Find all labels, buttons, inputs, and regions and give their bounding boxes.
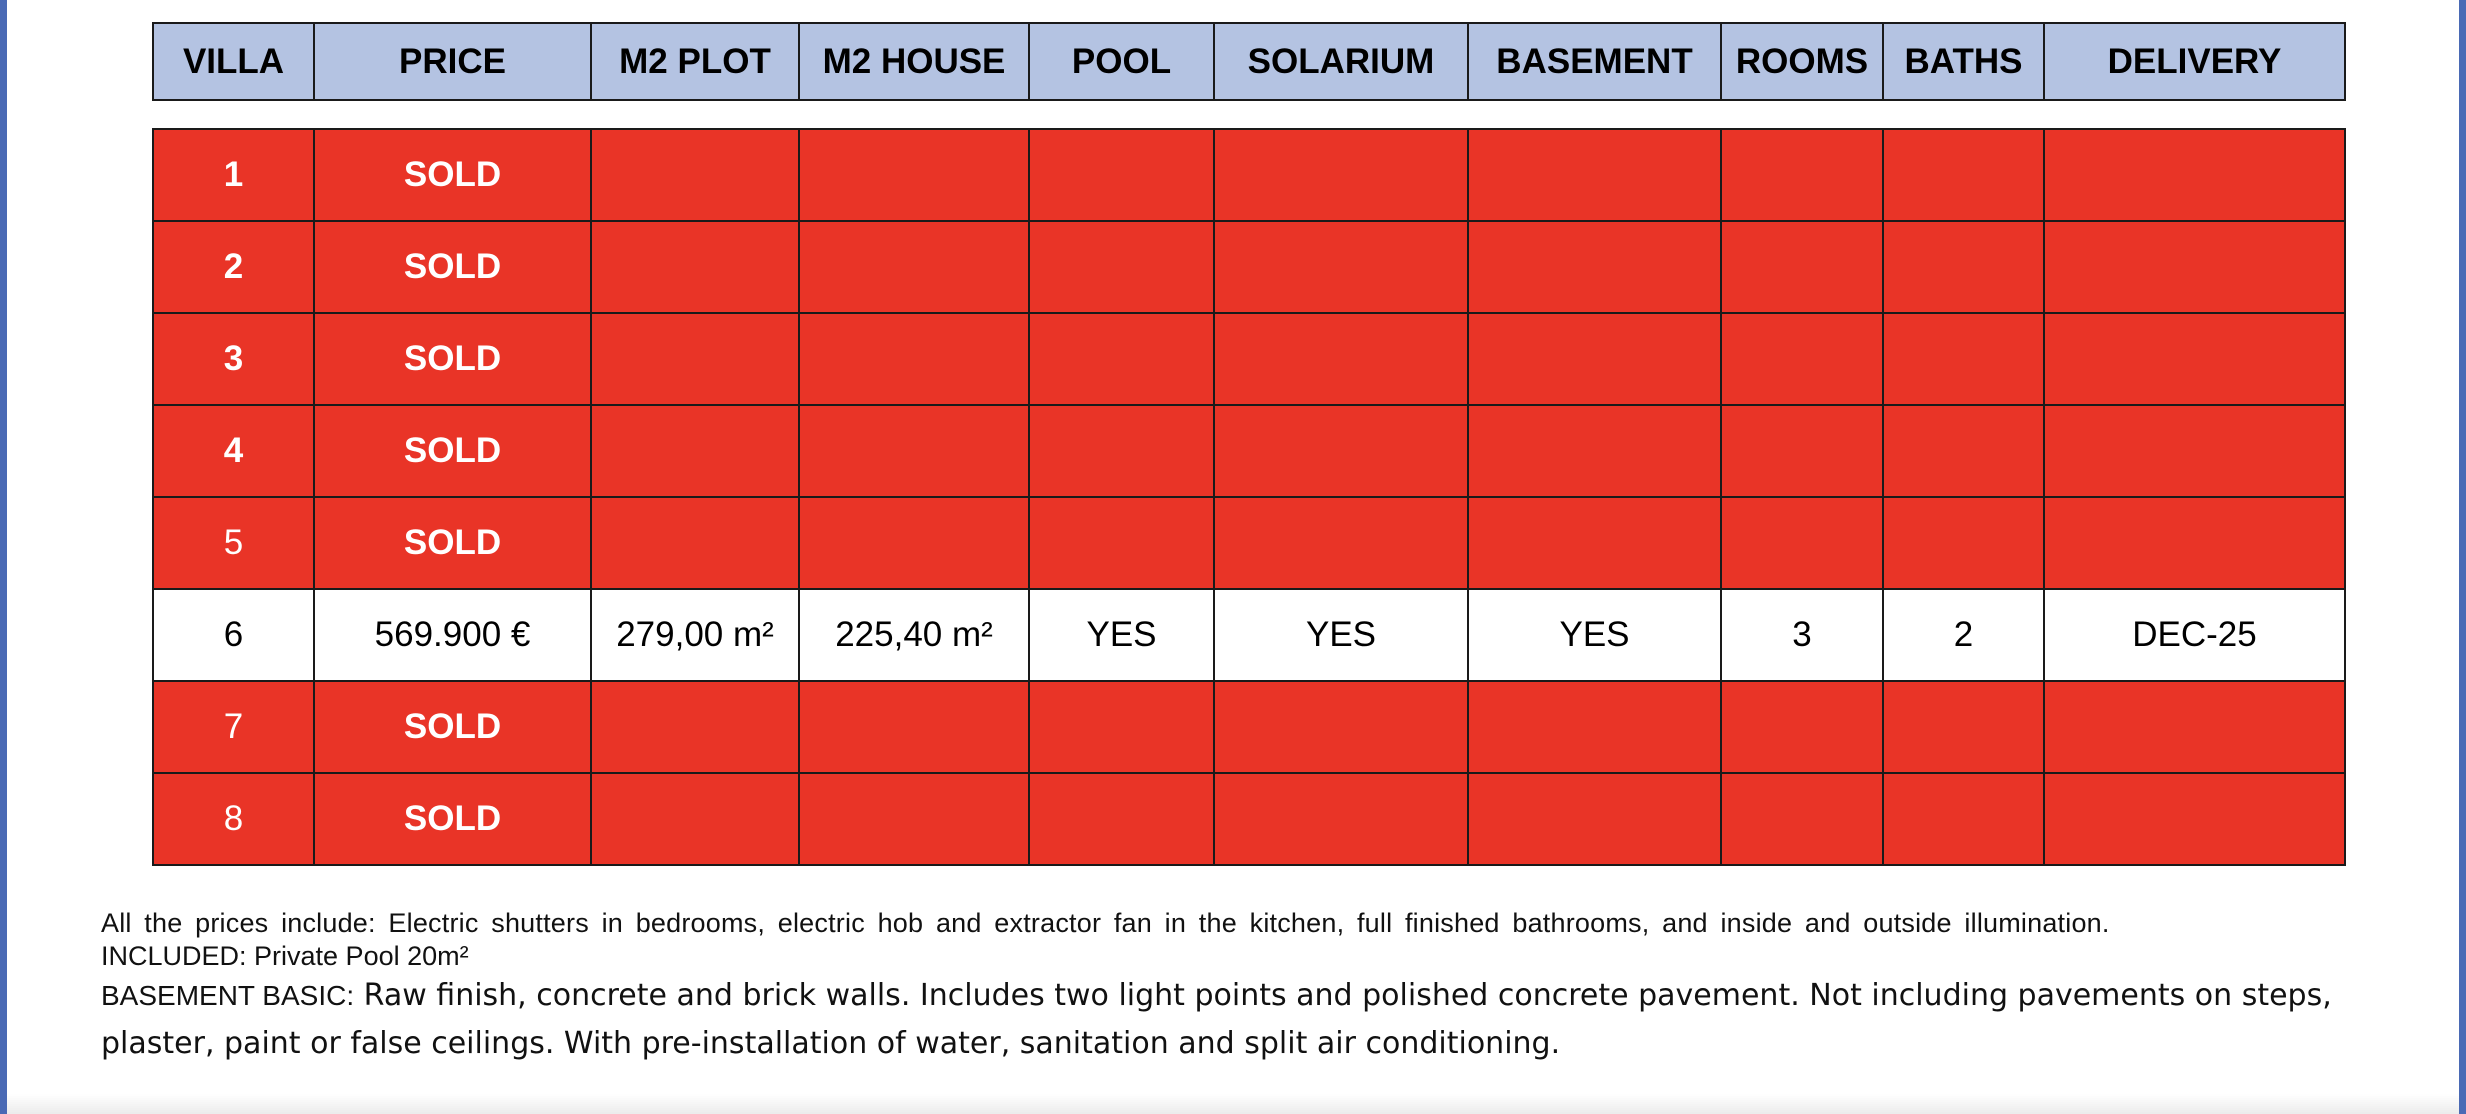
column-header: M2 PLOT <box>591 23 799 100</box>
included-note: INCLUDED: Private Pool 20m² <box>101 941 469 971</box>
table-cell <box>591 221 799 313</box>
table-row <box>153 681 2345 773</box>
table-cell <box>1883 221 2044 313</box>
table-row <box>153 405 2345 497</box>
table-cell <box>1721 221 1883 313</box>
table-body <box>153 100 2345 865</box>
sold-label: SOLD <box>314 221 591 313</box>
villa-number-cell: 2 <box>153 221 314 313</box>
sold-label: SOLD <box>314 773 591 865</box>
villa-number-cell: 5 <box>153 497 314 589</box>
table-cell: 2 <box>1883 589 2044 681</box>
table-row <box>153 221 2345 313</box>
table-cell <box>1883 681 2044 773</box>
table-cell <box>1029 221 1214 313</box>
table-cell <box>799 405 1029 497</box>
table-cell <box>1721 129 1883 221</box>
table-cell <box>591 681 799 773</box>
footnotes <box>101 906 2401 1068</box>
table-cell <box>799 313 1029 405</box>
table-cell: YES <box>1029 589 1214 681</box>
table-cell <box>1883 773 2044 865</box>
table-cell <box>1214 497 1468 589</box>
column-header: SOLARIUM <box>1214 23 1468 100</box>
table-cell <box>799 681 1029 773</box>
sold-label: SOLD <box>314 313 591 405</box>
villa-number-cell: 7 <box>153 681 314 773</box>
table-cell <box>1214 405 1468 497</box>
table-cell <box>1029 497 1214 589</box>
table-row <box>153 589 2345 681</box>
table-cell <box>2044 497 2345 589</box>
table-cell <box>1721 313 1883 405</box>
table-cell <box>591 129 799 221</box>
table-cell <box>1883 129 2044 221</box>
column-header: VILLA <box>153 23 314 100</box>
table-cell <box>1721 773 1883 865</box>
villa-pricing-table <box>152 22 2346 866</box>
column-header: POOL <box>1029 23 1214 100</box>
table-cell <box>2044 221 2345 313</box>
table-cell <box>799 773 1029 865</box>
price-cell: 569.900 € <box>314 589 591 681</box>
column-header: BATHS <box>1883 23 2044 100</box>
table-cell <box>1468 681 1721 773</box>
table-cell: DEC-25 <box>2044 589 2345 681</box>
column-header: BASEMENT <box>1468 23 1721 100</box>
table-row <box>153 129 2345 221</box>
table-cell <box>1468 405 1721 497</box>
table-cell <box>591 773 799 865</box>
table-cell <box>2044 129 2345 221</box>
page-bottom-shade <box>7 1094 2459 1114</box>
table-cell <box>1029 405 1214 497</box>
table-spacer <box>153 100 2345 129</box>
table-cell <box>591 405 799 497</box>
basement-note <box>101 972 2401 1020</box>
table-cell: 3 <box>1721 589 1883 681</box>
table-cell <box>799 497 1029 589</box>
table-cell <box>1214 129 1468 221</box>
table-row <box>153 773 2345 865</box>
table-cell: YES <box>1468 589 1721 681</box>
prices-include-note: All the prices include: Electric shutters in bedrooms, electric hob and extractor fan in the kitchen, full finished bathrooms, and inside and outside illumination. <box>101 908 2110 938</box>
table-row <box>153 313 2345 405</box>
basement-note-lead: BASEMENT BASIC: <box>101 980 355 1011</box>
table-cell <box>1883 405 2044 497</box>
table-cell <box>1214 313 1468 405</box>
table-cell <box>2044 405 2345 497</box>
table-cell <box>1214 681 1468 773</box>
column-header: ROOMS <box>1721 23 1883 100</box>
table-cell <box>1721 681 1883 773</box>
table-cell: 279,00 m² <box>591 589 799 681</box>
table-cell <box>1029 681 1214 773</box>
column-header: PRICE <box>314 23 591 100</box>
table-cell <box>591 313 799 405</box>
table-cell <box>1468 497 1721 589</box>
column-header: M2 HOUSE <box>799 23 1029 100</box>
table-cell <box>2044 681 2345 773</box>
villa-number-cell: 3 <box>153 313 314 405</box>
table-cell <box>1029 313 1214 405</box>
table-cell <box>1214 221 1468 313</box>
table-cell: 225,40 m² <box>799 589 1029 681</box>
table-cell <box>1883 497 2044 589</box>
villa-number-cell: 4 <box>153 405 314 497</box>
sold-label: SOLD <box>314 497 591 589</box>
villa-number-cell: 6 <box>153 589 314 681</box>
table-cell <box>1721 497 1883 589</box>
villa-number-cell: 8 <box>153 773 314 865</box>
table-row <box>153 497 2345 589</box>
table-cell <box>799 221 1029 313</box>
table-cell <box>799 129 1029 221</box>
table-header-row <box>153 23 2345 100</box>
sold-label: SOLD <box>314 129 591 221</box>
table-cell <box>1029 773 1214 865</box>
sold-label: SOLD <box>314 681 591 773</box>
villa-number-cell: 1 <box>153 129 314 221</box>
table-cell <box>1721 405 1883 497</box>
basement-note-text: Raw finish, concrete and brick walls. Includes two light points and polished concrete pavement. Not including pavements on steps, <box>363 978 2332 1013</box>
table-cell <box>591 497 799 589</box>
table-cell <box>1468 313 1721 405</box>
table-cell <box>1468 221 1721 313</box>
column-header: DELIVERY <box>2044 23 2345 100</box>
table-cell <box>1029 129 1214 221</box>
table-cell <box>1468 773 1721 865</box>
basement-note-continued: plaster, paint or false ceilings. With pre-installation of water, sanitation and split air conditioning. <box>101 1026 1561 1061</box>
table-cell: YES <box>1214 589 1468 681</box>
table-cell <box>1883 313 2044 405</box>
table-cell <box>2044 313 2345 405</box>
table-cell <box>1214 773 1468 865</box>
sold-label: SOLD <box>314 405 591 497</box>
table-cell <box>2044 773 2345 865</box>
table-cell <box>1468 129 1721 221</box>
